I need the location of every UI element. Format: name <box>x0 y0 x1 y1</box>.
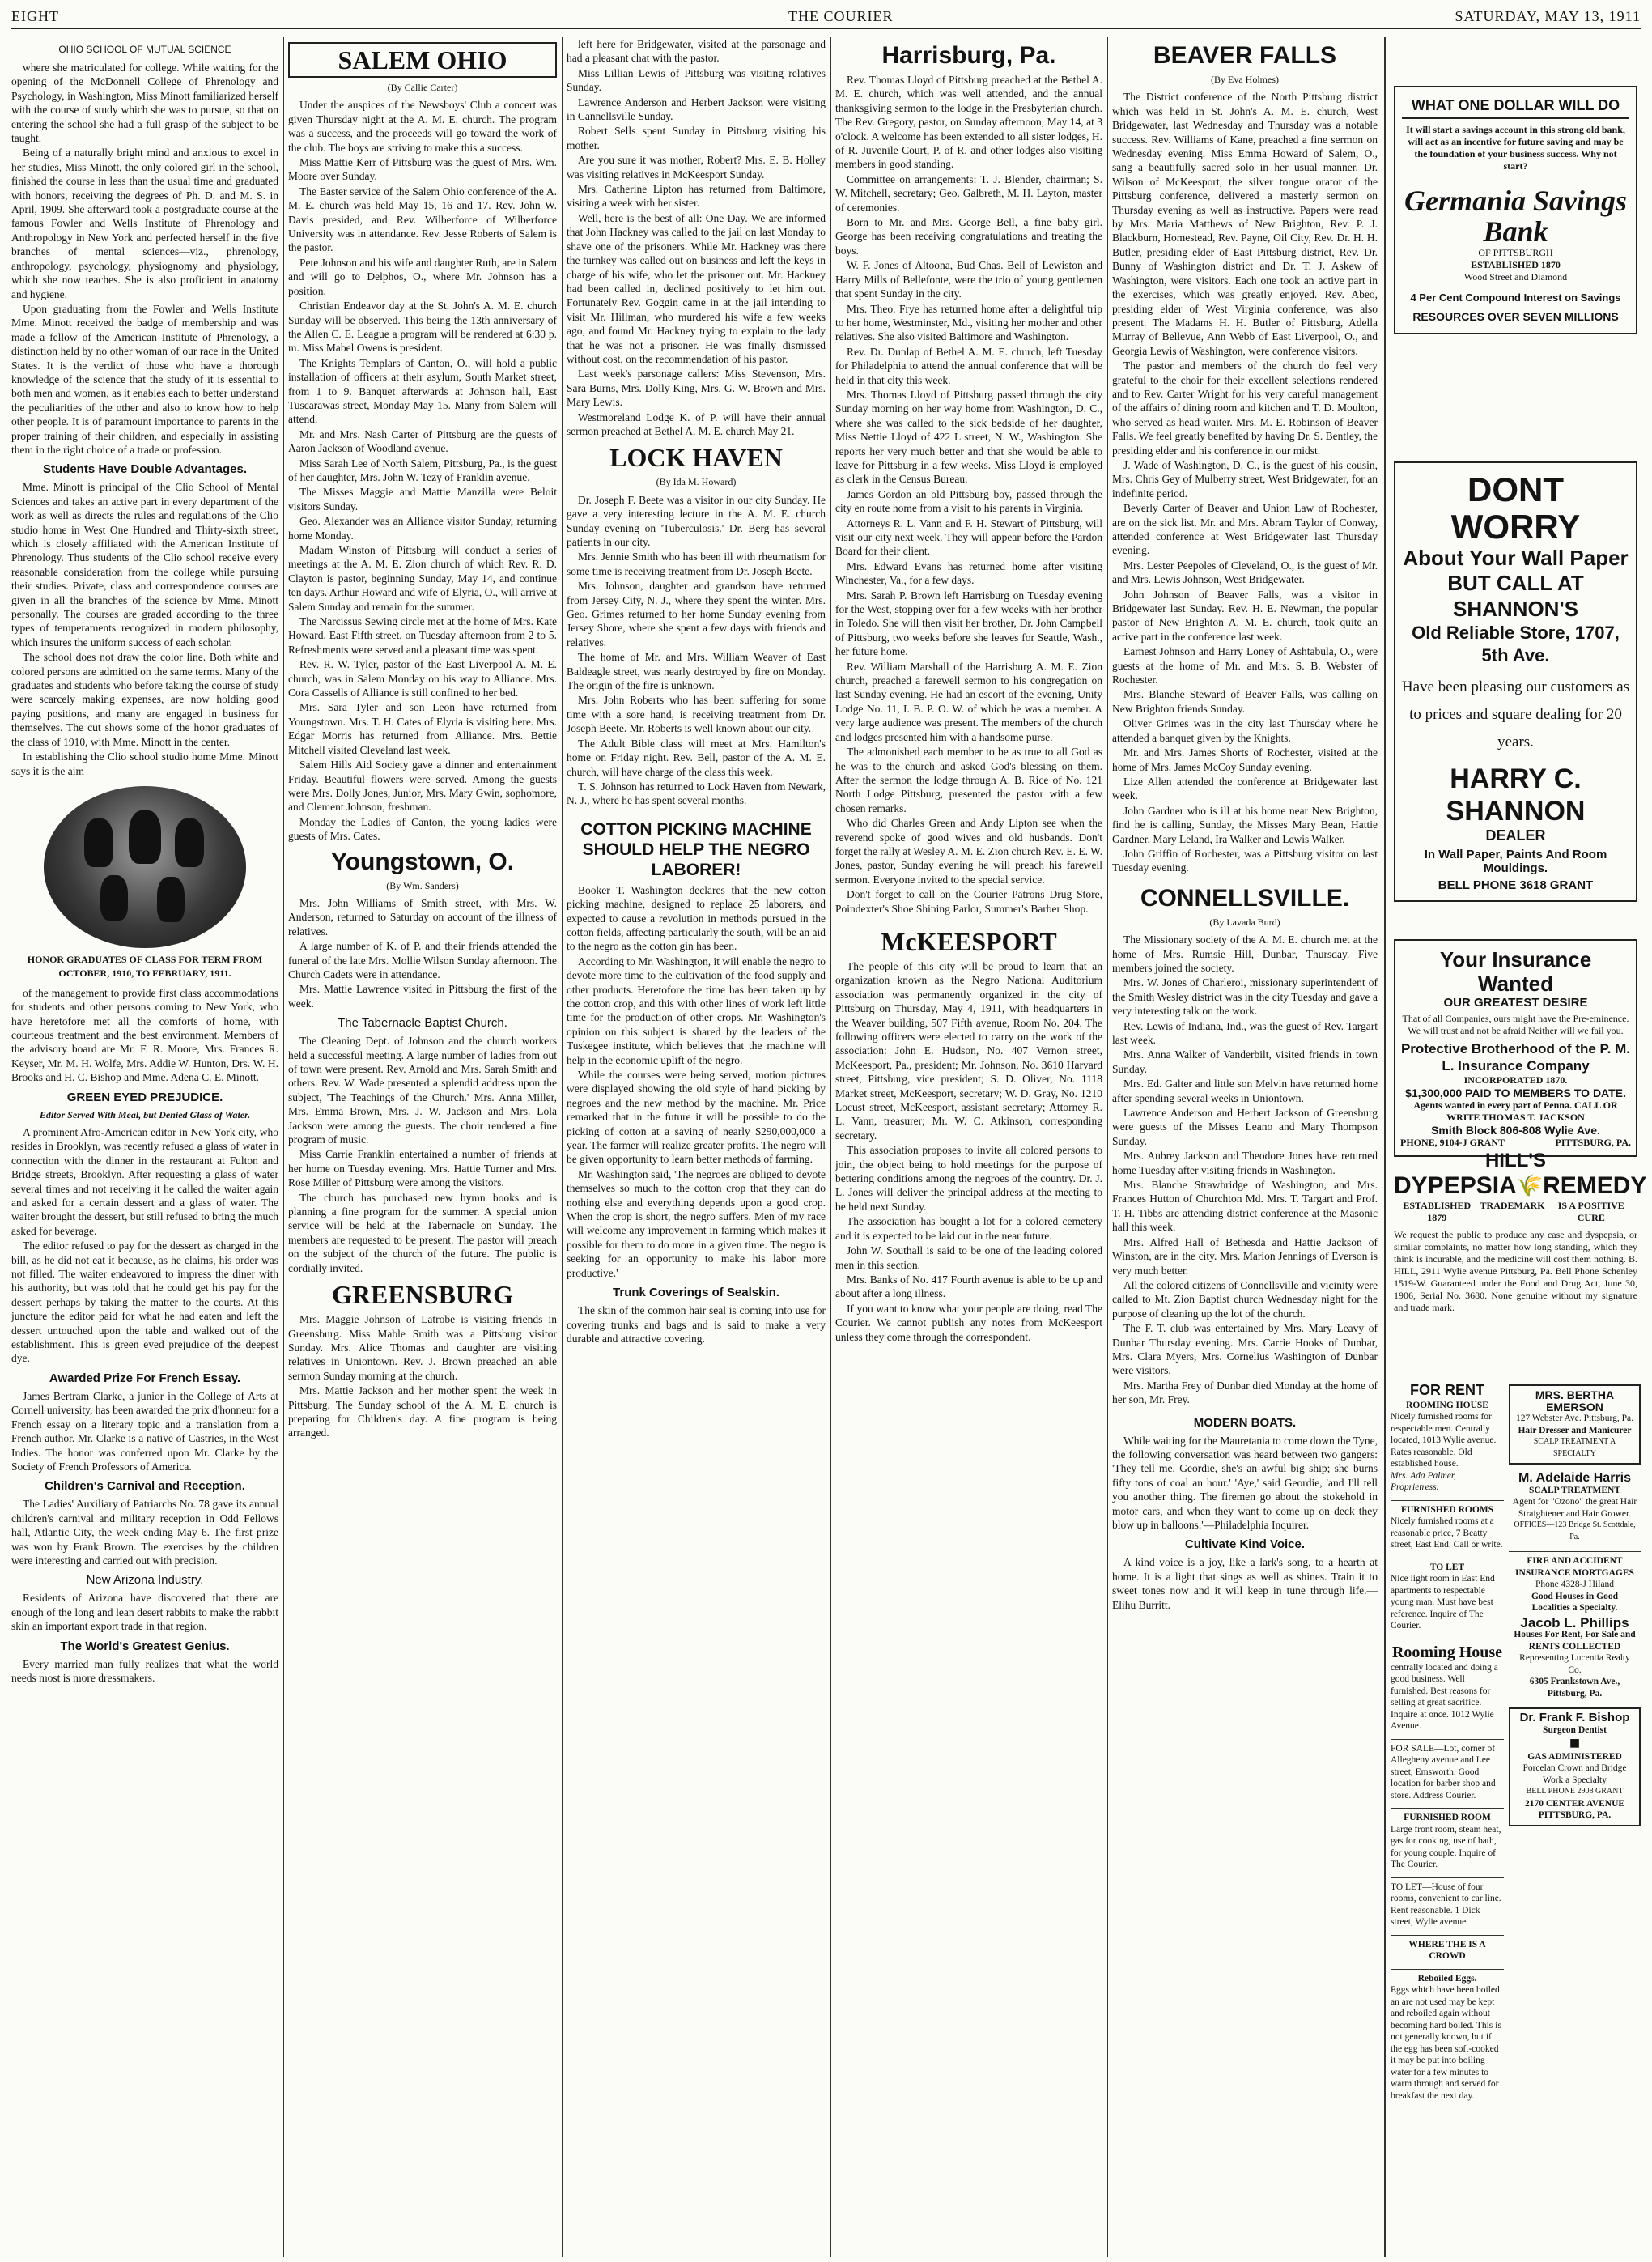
article-heading: Harrisburg, Pa. <box>881 42 1056 69</box>
dealer-goods: In Wall Paper, Paints And Room Mouldings. <box>1424 848 1607 875</box>
company-name: Protective Brotherhood of the P. M. L. Insurance Company <box>1400 1041 1631 1074</box>
ad-text: Have been pleasing our customers as to prices and square dealing for 20 years. <box>1401 678 1630 750</box>
article-heading: Cultivate Kind Voice. <box>1184 1537 1306 1552</box>
article-paragraph: According to Mr. Washington, it will enable the negro to devote more time to the cultivation of the food supply and other products. Heretofore the time has been taken up by the cotton crop, and this with other lines of work left little time for the production of other crops. Mr. Washington's opinion on this subject is shared by the leaders of the Tuskegee institute, which believes that the machine will help in the economic uplift of the negro. <box>567 955 826 1066</box>
masthead-bar <box>11 5 1641 29</box>
article-paragraph: Well, here is the best of all: One Day. We are informed that John Hackney was called to the jail on last Monday to shave one of the prisoners. While Mr. Hackney was there the turnkey was called out on business and left the keys in charge of his wife, who let the prisoner out. Mr. Hackney had been called in, declined positively to let him out. Fortunately Rev. Goggin came in at the jail intending to visit Mr. Hillman, who murdered his wife a few weeks ago, and found Mr. Hackney trying to explain to the lady that he was not a prisoner. He was finally dismissed without cost, on the recommendation of his pastor. <box>567 211 826 365</box>
article-paragraph: Don't forget to call on the Courier Patrons Drug Store, Poindexter's Shoe Shining Parlor, Summer's Barber Shop. <box>835 888 1102 915</box>
ad-headline: BUT CALL AT SHANNON'S <box>1447 571 1584 621</box>
bank-established: ESTABLISHED 1870 <box>1471 259 1561 270</box>
business-cards <box>1509 1384 1641 2257</box>
article-paragraph: John Gardner who is ill at his home near New Brighton, find he is calling, Sunday, the Misses Mary Bean, Hattie Gardner, Mary Leland, Ira Walker and Lewis Walker. <box>1112 804 1378 845</box>
article-heading: The World's Greatest Genius. <box>60 1639 230 1653</box>
article-paragraph: Beverly Carter of Beaver and Union Law of Rochester, are on the sick list. Mr. and Mrs. Abram Taylor of Conway, attended conference at West Bridgewater last Thursday evening. <box>1112 502 1378 557</box>
classified-text: FOR SALE—Lot, corner of Allegheny avenue and Lee street, Emsworth. Good location for barber shop and store. Address Courier. <box>1391 1739 1504 1802</box>
card-name: Dr. Frank F. Bishop <box>1519 1711 1630 1724</box>
article-paragraph: Attorneys R. L. Vann and F. H. Stewart of Pittsburg, will visit our city next week. They will appear before the Pardon Board for their client. <box>835 517 1102 558</box>
classified-title: FURNISHED ROOM <box>1391 1808 1504 1824</box>
article-paragraph: Mrs. Martha Frey of Dunbar died Monday at the home of her son, Mr. Frey. <box>1112 1379 1378 1406</box>
byline: (By Ida M. Howard) <box>656 476 737 488</box>
article-paragraph: Last week's parsonage callers: Miss Stevenson, Mrs. Sara Burns, Mrs. Dolly King, Mrs. G. W. Brown and Mrs. Mary Lewis. <box>567 368 826 409</box>
classified-heading: FOR RENT <box>1410 1384 1484 1398</box>
article-paragraph: Under the auspices of the Newsboys' Club a concert was given Thursday night at the A. M. E. church. The program was a success, and the proceeds will go toward the work of the club. The boys are striving to make this a success. <box>288 99 557 154</box>
article-paragraph: left here for Bridgewater, visited at the parsonage and had a pleasant chat with the pastor. <box>567 38 826 65</box>
article-heading: LOCK HAVEN <box>609 443 783 473</box>
card-address: 127 Webster Ave. Pittsburg, Pa. <box>1515 1414 1634 1423</box>
dentist-card <box>1509 1707 1641 1826</box>
article-paragraph: Oliver Grimes was in the city last Thursday where he attended a banquet given by the Knights. <box>1112 717 1378 744</box>
article-paragraph: Robert Sells spent Sunday in Pittsburg visiting his mother. <box>567 125 826 151</box>
article-paragraph: Residents of Arizona have discovered that there are enough of the long and lean desert rabbits to make the rabbit skin an important export trade in that region. <box>11 1592 278 1633</box>
article-paragraph: Mrs. Sara Tyler and son Leon have returned from Youngstown. Mrs. T. H. Cates of Elyria is visiting here. Mrs. Edgar Morris has returned from Alliance. Mrs. Bettie Mitchell visited Cleveland last week. <box>288 701 557 756</box>
ad-title: WHAT ONE DOLLAR WILL DO <box>1402 97 1629 119</box>
article-paragraph: Mrs. Aubrey Jackson and Theodore Jones have returned home Tuesday after visiting friends in Washington. <box>1112 1150 1378 1176</box>
ad-mark: MARK <box>1514 1200 1545 1211</box>
card-service: GAS ADMINISTERED <box>1527 1751 1622 1762</box>
article-heading: GREEN EYED PREJUDICE. <box>66 1090 223 1104</box>
article-paragraph: Mrs. Mattie Lawrence visited in Pittsburg the first of the week. <box>288 983 557 1010</box>
graduates-photo <box>44 786 246 948</box>
tooth-icon: ■ <box>1569 1733 1581 1753</box>
article-paragraph: Earnest Johnson and Harry Loney of Ashtabula, O., were guests at the home of Mr. and Mrs. S. B. Webster of Rochester. <box>1112 645 1378 687</box>
article-paragraph: Mrs. Alfred Hall of Bethesda and Hattie Jackson of Winston, are in the city. Mrs. Marion Jennings of Everson is very much better. <box>1112 1235 1378 1277</box>
column-rule <box>1107 37 1108 2257</box>
article-paragraph: James Gordon an old Pittsburg boy, passed through the city en route home from a visit to his parents in Virginia. <box>835 487 1102 515</box>
column-5 <box>1112 37 1378 2257</box>
article-heading: BEAVER FALLS <box>1153 42 1337 69</box>
article-paragraph: T. S. Johnson has returned to Lock Haven from Newark, N. J., where he has spent several months. <box>567 780 826 807</box>
article-paragraph: The Misses Maggie and Mattie Manzilla were Beloit visitors Sunday. <box>288 486 557 512</box>
article-heading: COTTON PICKING MACHINE SHOULD HELP THE NEGRO LABORER! <box>580 819 812 879</box>
remedy-advertisement <box>1391 1150 1647 1314</box>
real-estate-card <box>1509 1551 1641 1703</box>
article-paragraph: Mme. Minott is principal of the Clio School of Mental Sciences and takes an active part in every department of the work as well as directs the rules and regulations of the Clio studio home in West One Hundred and Thirty-sixth street, which is closely affiliated with the American Institute of Phrenology. Thus students of the Clio school receive every reasonable consideration from the college while pursuing their studies. Private, class and correspondence courses are given in all the branches of the science by Mme. Minott personally. The courses are graded according to the three types of temperaments recognized in modern philosophy, which insures the uniform success of each scholar. <box>11 481 278 648</box>
company-incorporated: INCORPORATED 1870. <box>1463 1074 1568 1086</box>
ad-headline: Old Reliable Store, 1707, 5th Ave. <box>1412 623 1620 665</box>
bank-address: Wood Street and Diamond <box>1463 271 1568 283</box>
card-trade: SCALP TREATMENT <box>1528 1485 1620 1495</box>
article-paragraph: Christian Endeavor day at the St. John's A. M. E. church Sunday will be observed. This being the 13th anniversary of the Allen C. E. League a program will be rendered at 6:30 p. m. Miss Mabel Owens is president. <box>288 300 557 355</box>
article-paragraph: John W. Southall is said to be one of the leading colored men in this section. <box>835 1244 1102 1271</box>
article-paragraph: Rev. R. W. Tyler, pastor of the East Liverpool A. M. E. church, was in Salem Monday on his way to Alliance. Mrs. Cora Cassells of Alliance is still confined to her bed. <box>288 658 557 699</box>
article-paragraph: John Johnson of Beaver Falls, was a visitor in Bridgewater last Sunday. Rev. H. E. Newman, the popular pastor of New Brighton A. M. E. church, took quite an active part in the conference last week. <box>1112 588 1378 643</box>
article-heading: Reboiled Eggs. <box>1391 1969 1504 1985</box>
article-paragraph: All the colored citizens of Connellsville and vicinity were called to Mt. Zion Baptist church Wednesday night for the purpose of cleaning up the lot of the church. <box>1112 1278 1378 1320</box>
card-name: M. Adelaide Harris <box>1518 1471 1631 1485</box>
article-paragraph: Being of a naturally bright mind and anxious to excel in her studies, Miss Minott, the only colored girl in the school, finished the course in less than the usual time and graduated with honors, receiving the degrees of Ph. D. and M. S. in April, 1909. She afterward took a postgraduate course at the famous Fowler and Wells Institute of Phrenology and Anthropology in New York and perfected herself in the five branches of mental sciences—viz., phrenology, anthropology, psychology, physiognomy and physiology, which she now teaches. She is also proficient in anatomy and hygiene. <box>11 147 278 300</box>
classified-text: Mrs. Ada Palmer, Proprietress. <box>1391 1470 1456 1492</box>
ad-headline: DONT WORRY <box>1450 470 1581 546</box>
article-paragraph: Committee on arrangements: T. J. Blender, chairman; S. W. Mitchell, secretary; Geo. Galbreth, M. H. Layton, master of ceremonies. <box>835 172 1102 214</box>
column-2 <box>288 37 557 2257</box>
article-paragraph: The Cleaning Dept. of Johnson and the church workers held a successful meeting. A large number of ladies from out of town were present. Rev. Arnold and Mrs. Sarah Smith and others. Rev. W. Wade presented a splendid address upon the subject, 'The Teachings of the Church.' Mrs. Anna Miller, Mrs. Emma Brown, Mrs. J. W. Jackson and Mrs. Lola Jackson were among the guests. The choir rendered a fine program of music. <box>288 1035 557 1146</box>
bank-interest: 4 Per Cent Compound Interest on Savings <box>1410 291 1621 304</box>
article-heading: Children's Carnival and Reception. <box>45 1479 245 1494</box>
column-rule <box>1384 37 1386 2257</box>
article-paragraph: Mrs. Sarah P. Brown left Harrisburg on Tuesday evening for the West, stopping over for a few weeks with her brother in Toledo. She will then visit her brother, Dr. John Campbell of Pittsburg, two weeks before she leaves for Seattle, Wash., her future home. <box>835 589 1102 658</box>
article-paragraph: A kind voice is a joy, like a lark's song, to a hearth at home. It is a light that sings as well as shines. Train it to sweet tones now and it will keep in tune through life.—Elihu Burritt. <box>1112 1556 1378 1611</box>
article-paragraph: Lawrence Anderson and Herbert Jackson were visiting in Cannellsville Sunday. <box>567 96 826 123</box>
article-paragraph: Mrs. Johnson, daughter and grandson have returned from Jersey City, N. J., where they spent the winter. Mrs. Geo. Grimes returned to her home Sunday evening from Jersey Shore, where she spent a few days with friends and relatives. <box>567 580 826 648</box>
ad-subheadline: OUR GREATEST DESIRE <box>1443 996 1588 1010</box>
card-address: 6305 Frankstown Ave., Pittsburg, Pa. <box>1529 1677 1620 1699</box>
company-city: PITTSBURG, PA. <box>1555 1137 1631 1148</box>
article-paragraph: Rev. Thomas Lloyd of Pittsburg preached at the Bethel A. M. E. church, which was well attended, and the annual thanksgiving sermon to the lodge in the Presbyterian church. The Rev. Gregory, pastor, on Sunday afternoon, May 14, at 3 o'clock. A welcome has been extended to all sister lodges, H. of R. Juvenile Court, P. of R. and other lodges also visiting members in good standing. <box>835 74 1102 171</box>
column-rule <box>283 37 284 2257</box>
article-paragraph: where she matriculated for college. While waiting for the opening of the McDonnell College of Phrenology and Psychology, in Washington, Miss Minott familiarized herself with the course of study which she was to pursue, so that on entering the school she had a full grasp of the subject to be taught. <box>11 62 278 145</box>
company-agents: Agents wanted in every part of Penna. CALL OR WRITE THOMAS T. JACKSON <box>1413 1099 1618 1123</box>
article-paragraph: While the courses were being served, motion pictures were displayed showing the old style of hand picking by negroes and the new method by the machine. Mr. Price remarked that in the future it will be possible to do the picking of cotton at a saving of nearly $290,000,000 a year. The farmer will realize greater profits. The negro will be given opportunity to learn better methods of farming. <box>567 1069 826 1166</box>
classified-title: FURNISHED ROOMS <box>1391 1500 1504 1516</box>
article-paragraph: A prominent Afro-American editor in New York city, who resides in Brooklyn, was recently refused a glass of water in connection with the dinner in the restaurant at Fulton and Bridge streets, Brooklyn. After requesting a glass of water several times and not receiving it he called the waiter again and asked for a certain dessert and a glass of water. The waiter brought the dessert, but still refused to bring the much asked for beverage. <box>11 1125 278 1237</box>
article-paragraph: Mrs. Anna Walker of Vanderbilt, visited friends in town Sunday. <box>1112 1048 1378 1075</box>
ad-trade: TRADE <box>1480 1200 1514 1211</box>
article-paragraph: Pete Johnson and his wife and daughter Ruth, are in Salem and will go to Delphos, O., where Mr. Johnson has a position. <box>288 256 557 297</box>
wheat-sheaf-icon: 🌾 <box>1516 1174 1544 1197</box>
card-office: OFFICES—123 Bridge St. Scottdale, Pa. <box>1514 1520 1636 1541</box>
classified-text: Large front room, steam heat, gas for cooking, use of bath, for young couple. Inquire of The Courier. <box>1391 1824 1501 1869</box>
article-subheading: Students Have Double Advantages. <box>43 462 247 477</box>
article-paragraph: Mrs. W. Jones of Charleroi, missionary superintendent of the Smith Wesley district was in the city Tuesday and gave a very interesting talk on the work. <box>1112 976 1378 1018</box>
article-paragraph: Madam Winston of Pittsburg will conduct a series of meetings at the A. M. E. Zion church of which Rev. R. D. Clayton is pastor, beginning Sunday, May 14, and continue ten days. Arthur Howard and wife of Elyria, O., will arrive at Salem Sunday and remain for the summer. <box>288 544 557 613</box>
article-paragraph: Are you sure it was mother, Robert? Mrs. E. B. Holley was visiting relatives in McKeesport Sunday. <box>567 154 826 181</box>
classified-text: Nicely furnished rooms for respectable men. Centrally located, 1013 Wylie avenue. Rates reasonable. Old established house. <box>1391 1412 1497 1469</box>
article-heading: McKEESPORT <box>881 926 1057 956</box>
card-service: Porcelan Crown and Bridge Work a Specialty <box>1522 1763 1627 1785</box>
article-paragraph: The school does not draw the color line. Both white and colored persons are admitted on the same terms. Many of the graduates and students who before taking the course of study were scarcely making expenses, are now holding good paying positions, and many are engaged in business for themselves. The cut shows some of the honor graduates of the class of 1910, with Mme. Minott in the center. <box>11 651 278 748</box>
issue-date: SATURDAY, MAY 13, 1911 <box>1455 8 1641 24</box>
classified-title: WHERE THE IS A CROWD <box>1391 1935 1504 1962</box>
article-paragraph: Mrs. Edward Evans has returned home after visiting Winchester, Va., for a few days. <box>835 559 1102 587</box>
bank-city: OF PITTSBURGH <box>1478 247 1553 258</box>
classifieds <box>1391 1384 1504 2257</box>
article-paragraph: Booker T. Washington declares that the new cotton picking machine, designed to replace 25 laborers, and expected to cause a revolution in methods pursued in the cotton fields, affecting particularly the south, will be an aid to the negro as the cotton gin has been. <box>567 883 826 953</box>
dealer-phone: BELL PHONE 3618 GRANT <box>1438 878 1594 892</box>
article-paragraph: The pastor and members of the church do feel very grateful to the choir for their excellent selections rendered and to Rev. Carter Wright for his very careful management of the affairs of dining room and kitchen and T. D. Moulton, who served as head waiter. Mrs. M. E. Robinson of Beaver Falls. We feel greatly benefited by having Dr. S. Bentley, the presiding elder and his conference in our midst. <box>1112 359 1378 457</box>
article-heading: Trunk Coverings of Sealskin. <box>613 1286 779 1300</box>
column-rule <box>562 37 563 2257</box>
column-4 <box>835 37 1102 2257</box>
byline: (By Wm. Sanders) <box>386 879 459 891</box>
article-paragraph: The home of Mr. and Mrs. William Weaver of East Baldeagle street, was nearly destroyed by fire on Monday. The origin of the fire is unknown. <box>567 651 826 692</box>
classified-text: Nicely furnished rooms at a reasonable price, 7 Beatty street, East End. Call or write. <box>1391 1516 1503 1550</box>
card-text: Good Houses in Good Localities a Specialty. <box>1531 1591 1619 1613</box>
company-block: Smith Block 806-808 Wylie Ave. <box>1431 1124 1600 1137</box>
article-heading: Awarded Prize For French Essay. <box>49 1371 241 1385</box>
company-phone: PHONE, 9104-J GRANT <box>1400 1137 1505 1148</box>
article-paragraph: The admonished each member to be as true to all God as he was to the church and asked God's blessing on them. After the sermon the lodge through A. B. Rice of No. 121 North Lodge Pittsburg, presented the pastor with a few chosen remarks. <box>835 746 1102 814</box>
card-name: MRS. BERTHA EMERSON <box>1535 1388 1615 1414</box>
photo-caption: HONOR GRADUATES OF CLASS FOR TERM FROM OCTOBER, 1910, TO FEBRUARY, 1911. <box>27 953 263 980</box>
article-heading: Youngstown, O. <box>330 848 515 875</box>
ad-text: We request the public to produce any case and dyspepsia, or similar complaints, no matter how long standing, which they think is incurable, and the medicine will cost them nothing. B. HILL, 2911 Wylie avenue Pittsburg, Pa. Bell Phone Schenley 1519-W. Guaranteed under the Food and Drug Act, June 30, 1906, Serial No. 3680. None genuine without my signature and trade mark. <box>1394 1229 1637 1313</box>
column-rule <box>830 37 831 2257</box>
bank-name: Germania Savings Bank <box>1404 185 1628 248</box>
ad-headline: REMEDY <box>1543 1172 1647 1199</box>
article-paragraph: Mrs. Thomas Lloyd of Pittsburg passed through the city Sunday morning on her way home from Washington, D. C., where she was called to the sick bedside of her daughter, Miss Nettie Lloyd of 422 L street, N. W., Washington. She reports her very much better and that she would be able to leave for Pittsburg in a few weeks. Miss Lloyd is employed as clerk in the Census Bureau. <box>835 388 1102 486</box>
article-paragraph: While waiting for the Mauretania to come down the Tyne, the following conversation was heard between two gangers: 'They tell me, Geordie, she's an awful big ship; she burns fifty tons of coal an hour.' 'Aye,' said Geordie, 'and I'll tell you another thing. The firemen go about the stokehold in motor cars, and when they want to come up on deck they blow up in balloons.'—Philadelphia Inquirer. <box>1112 1434 1378 1531</box>
article-paragraph: Mrs. Maggie Johnson of Latrobe is visiting friends in Greensburg. Miss Mable Smith was a Pittsburg visitor Sunday. Mrs. Alice Thomas and daughter are visiting relatives in Uniontown. Rev. J. Brown preached an able sermon Sunday morning at the church. <box>288 1313 557 1382</box>
company-paid: $1,300,000 PAID TO MEMBERS TO DATE. <box>1405 1086 1626 1099</box>
card-specialty: SCALP TREATMENT A SPECIALTY <box>1533 1437 1616 1458</box>
page-number: EIGHT <box>11 8 59 24</box>
article-paragraph: Mrs. Jennie Smith who has been ill with rheumatism for some time is receiving treatment from Dr. Joseph Beete. <box>567 551 826 577</box>
classified-text: TO LET—House of four rooms, convenient to car line. Rent reasonable. 1 Dick street, Wylie avenue. <box>1391 1877 1504 1928</box>
article-paragraph: Eggs which have been boiled an are not used may be kept and reboiled again without becoming hard boiled. This is not generally known, but if the egg has been soft-cooked it may be put into boiling water for a few minutes to warm through and served for breakfast the next day. <box>1391 1985 1501 2101</box>
article-paragraph: of the management to provide first class accommodations for students and other persons coming to New York, who have heretofore met all the comforts of home, with courteous treatment and the best environment. Members of the advisory board are Mr. F. R. Moore, Mrs. Frances R. Keyser, Mr. M. H. Wolfe, Mrs. Addie W. Hunton, Drs. W. H. Brooks and H. C. Bishop and Mme. Adena C. E. Minott. <box>11 986 278 1084</box>
column-3 <box>567 37 826 2257</box>
bank-resources: RESOURCES OVER SEVEN MILLIONS <box>1412 310 1619 323</box>
article-paragraph: Miss Lillian Lewis of Pittsburg was visiting relatives Sunday. <box>567 66 826 94</box>
card-name: Jacob L. Phillips <box>1520 1614 1629 1631</box>
article-paragraph: Mrs. Banks of No. 417 Fourth avenue is able to be up and about after a long illness. <box>835 1273 1102 1300</box>
ad-text: It will start a savings account in this strong old bank, will act as an incentive for future saving and may be the foundation of your business success. Why not start? <box>1406 124 1625 172</box>
byline: (By Eva Holmes) <box>1211 74 1279 85</box>
article-paragraph: Who did Charles Green and Andy Lipton see when the reverend spoke of good wives and old husbands. Don't forget the rally at Wesley A. M. E. Zion church Rev. E. E. W. Jones, pastor, Sunday evening he will preach his farewell sermon. Everyone invited to the special service. <box>835 817 1102 886</box>
ad-headline: About Your Wall Paper <box>1403 546 1629 570</box>
article-paragraph: Every married man fully realizes that what the world needs most is more dressmakers. <box>11 1657 278 1684</box>
article-paragraph: Lawrence Anderson and Herbert Jackson of Greensburg were guests of the Misses Leano and Mary Thompson Sunday. <box>1112 1107 1378 1147</box>
insurance-advertisement <box>1391 939 1641 1157</box>
ad-established: ESTABLISHED 1879 <box>1403 1200 1472 1223</box>
classified-text: Nice light room in East End apartments to respectable young man. Must have best reference. Inquire of The Courier. <box>1391 1574 1495 1631</box>
article-paragraph: Mrs. Catherine Lipton has returned from Baltimore, visiting a week with her sister. <box>567 183 826 210</box>
article-subheading: The Tabernacle Baptist Church. <box>338 1016 507 1031</box>
article-heading: GREENSBURG <box>331 1280 514 1310</box>
article-paragraph: A large number of K. of P. and their friends attended the funeral of the late Mrs. Mollie Wilson Sunday afternoon. The Church Cadets were in attendance. <box>288 940 557 980</box>
byline: (By Lavada Burd) <box>1209 916 1280 928</box>
article-paragraph: The Knights Templars of Canton, O., will hold a public installation of officers at their asylum, South Market street, from 1 to 9. Banquet afterwards at Johnson hall, East Tuscarawas street, Monday May 15. Many from Salem will attend. <box>288 356 557 426</box>
card-text: Agent for "Ozono" the great Hair Straightener and Hair Grower. <box>1512 1497 1637 1519</box>
column-1 <box>11 37 278 2257</box>
wallpaper-advertisement <box>1391 461 1641 902</box>
article-paragraph: Rev. Dr. Dunlap of Bethel A. M. E. church, left Tuesday for Philadelphia to attend the annual conference that will be held in that city this week. <box>835 345 1102 386</box>
article-paragraph: Mr. and Mrs. James Shorts of Rochester, visited at the home of Mrs. James McCoy Sunday evening. <box>1112 746 1378 773</box>
article-paragraph: Mrs. John Williams of Smith street, with Mrs. W. Anderson, returned to Saturday on account of the illness of relatives. <box>288 896 557 938</box>
card-heading: FIRE AND ACCIDENT INSURANCE MORTGAGES <box>1515 1556 1634 1578</box>
article-subheading: Editor Served With Meal, but Denied Glass of Water. <box>39 1108 251 1120</box>
article-paragraph: Mrs. Mattie Jackson and her mother spent the week in Pittsburg. The Sunday school of the A. M. E. church is preparing for Children's day. A fine program is being arranged. <box>288 1384 557 1439</box>
paper-name: THE COURIER <box>788 8 894 24</box>
article-paragraph: The association has bought a lot for a colored cemetery and it is expected to be laid out in the near future. <box>835 1215 1102 1242</box>
article-paragraph: Miss Sarah Lee of North Salem, Pittsburg, Pa., is the guest of her daughter, Mrs. John W. Tezy of Franklin avenue. <box>288 457 557 483</box>
dealer-name: HARRY C. SHANNON <box>1446 763 1586 827</box>
article-paragraph: John Griffin of Rochester, was a Pittsburg visitor on last Tuesday evening. <box>1112 847 1378 874</box>
classified-title: TO LET <box>1391 1558 1504 1574</box>
article-paragraph: Born to Mr. and Mrs. George Bell, a fine baby girl. George has been receiving congratulations and treating the boys. <box>835 216 1102 257</box>
article-paragraph: The District conference of the North Pittsburg district which was held in St. John's A. M. E. church, West Bridgewater, last Wednesday and Thursday was a notable success. Rev. Williams of Kane, preached a fine sermon on Wednesday evening. Miss Emma Howard of Salem, O., sang a beautifully sacred solo in her usual manner. Dr. Wilson of McKeesport, the silver tongue orator of the Pittsburg conference, delivered a masterly sermon on Thursday evening as well as instructive. Papers were read by Mrs. Maria Matthews of New Brighton, Rev. P. J. Blackburn, Homestead, Rev. Payne, Oil City, Rev. Dr. H. H. Butler, presiding elder of East Pittsburg district, Rev. Dr. Bunny of Washington district and Dr. T. J. Askew of Washington, were visitors. Each one took an active part in the exercises, which was greatly enjoyed. Rev. Abeo, presiding elder of West Virginia conference, was also present. The Madams H. H. Butler of Pittsburg, Adella Murray of Bellevue, Ann Webb of East Liverpool, O., and Georgia Lewis of Washington, were conference visitors. <box>1112 91 1378 357</box>
card-title: Surgeon Dentist <box>1543 1724 1607 1735</box>
article-paragraph: Mrs. Theo. Frye has returned home after a delightful trip to her home, Westminster, Md., visiting her mother and other relatives. She also visited Baltimore and Washington. <box>835 302 1102 343</box>
ad-cure: IS A POSITIVE CURE <box>1557 1200 1624 1223</box>
article-paragraph: The church has purchased new hymn books and is planning a fine program for the summer. A special union service will be held at the Tabernacle on Sunday. The members are requested to be present. The pastor will preach on the subject of the church of the future. The public is cordially invited. <box>288 1191 557 1274</box>
article-paragraph: In establishing the Clio school studio home Mme. Minott says it is the aim <box>11 750 278 777</box>
article-paragraph: The F. T. club was entertained by Mrs. Mary Leavy of Dunbar Thursday evening. Mrs. Carrie Hooks of Dunbar, Mrs. Clara Myers, Mrs. Cornelius Washington of Dunbar were visitors. <box>1112 1322 1378 1377</box>
article-paragraph: Lize Allen attended the conference at Bridgewater last week. <box>1112 775 1378 802</box>
classified-title: ROOMING HOUSE <box>1406 1400 1488 1410</box>
hairdresser-card <box>1509 1384 1641 1465</box>
article-heading: OHIO SCHOOL OF MUTUAL SCIENCE <box>58 44 231 55</box>
article-paragraph: The skin of the common hair seal is coming into use for covering trunks and bags and is said to make a very durable and attractive covering. <box>567 1304 826 1345</box>
article-paragraph: Monday the Ladies of Canton, the young ladies were guests of Mrs. Cates. <box>288 815 557 843</box>
article-paragraph: Rev. Lewis of Indiana, Ind., was the guest of Rev. Targart last week. <box>1112 1019 1378 1046</box>
article-paragraph: The Adult Bible class will meet at Mrs. Hamilton's home on Friday night. Rev. Bell, pastor of the A. M. E. church, will have charge of the class this week. <box>567 737 826 778</box>
ad-headline: DYPEPSIA <box>1394 1172 1517 1199</box>
article-paragraph: W. F. Jones of Altoona, Bud Chas. Bell of Lewiston and Harry Mills of Bellefonte, were the trio of young gentlemen that spent Sunday in the city. <box>835 259 1102 300</box>
article-paragraph: Miss Carrie Franklin entertained a number of friends at her home on Tuesday evening. Mrs. Hattie Turner and Mrs. Rose Miller of Pittsburg were among the visitors. <box>288 1148 557 1189</box>
article-paragraph: Mrs. Blanche Steward of Beaver Falls, was calling on New Brighton friends Sunday. <box>1112 688 1378 715</box>
card-phone: BELL PHONE 2908 GRANT <box>1526 1787 1624 1796</box>
ad-text: That of all Companies, ours might have the Pre-eminence. We will trust and not be afraid Neither will we fail you. <box>1402 1013 1629 1036</box>
bank-advertisement <box>1394 86 1637 334</box>
article-paragraph: The Narcissus Sewing circle met at the home of Mrs. Kate Howard. East Fifth street, on Tuesday afternoon from 2 to 5. Refreshments were served and a pleasant time was spent. <box>288 615 557 656</box>
article-paragraph: Mrs. Lester Peepoles of Cleveland, O., is the guest of Mr. and Mrs. Lewis Johnson, West Bridgewater. <box>1112 559 1378 586</box>
article-paragraph: Mrs. Ed. Galter and little son Melvin have returned home after spending several weeks in Uniontown. <box>1112 1078 1378 1104</box>
dealer-label: DEALER <box>1485 827 1546 844</box>
article-heading: New Arizona Industry. <box>86 1573 204 1588</box>
article-paragraph: J. Wade of Washington, D. C., is the guest of his cousin, Mrs. Chris Gey of Mulberry street, West Bridgewater, for an indefinite period. <box>1112 458 1378 500</box>
article-paragraph: The editor refused to pay for the dessert as charged in the bill, as he did not eat it because, as he claims, his order was not filled. The waiter endeavored to impress the diner with his authority, but was told that he could get his pay for the dessert perhaps by taking the matter to the courts. At this juncture the editor paid for what he had eaten and left the dessert untouched upon the table and walked out of the establishment. This is green eyed prejudice of the deepest dye. <box>11 1239 278 1365</box>
article-paragraph: James Bertram Clarke, a junior in the College of Arts at Cornell university, has been awarded the prix d'honneur for a French essay on a literary topic and a translation from a French author. Mr. Clarke is a native of Castries, in the West Indies. The honor was conferred upon Mr. Clarke by the Society of French Professors of America. <box>11 1389 278 1473</box>
card-trade: Hair Dresser and Manicurer <box>1518 1425 1632 1435</box>
article-paragraph: Dr. Joseph F. Beete was a visitor in our city Sunday. He gave a very interesting lecture in the A. M. E. church Sunday evening on 'Tuberculosis.' Dr. Berg has several patients in our city. <box>567 493 826 548</box>
ad-brand: HILL'S <box>1484 1150 1547 1171</box>
article-heading: CONNELLSVILLE. <box>1140 884 1350 912</box>
article-paragraph: Salem Hills Aid Society gave a dinner and entertainment Friday. Beautiful flowers were served. Among the guests were Mrs. Dolly Jones, Junior, Mrs. Mary Gwin, sophomore, and Clement Johnson, freshman. <box>288 759 557 814</box>
byline: (By Callie Carter) <box>387 82 458 93</box>
article-paragraph: Geo. Alexander was an Alliance visitor Sunday, returning home Monday. <box>288 515 557 542</box>
article-paragraph: The Easter service of the Salem Ohio conference of the A. M. E. church was held May 15, 16 and 17. Rev. John W. Davis presided, and Rev. Wilberforce of Wilberforce University was in attendance. Rev. Jesse Roberts of Salem is the pastor. <box>288 185 557 254</box>
ad-headline: Your Insurance Wanted <box>1439 947 1592 996</box>
classified-title: Rooming House <box>1391 1639 1504 1662</box>
card-phone: Phone 4328-J Hiland <box>1535 1580 1615 1589</box>
card-text: Houses For Rent, For Sale and RENTS COLLECTED <box>1514 1630 1636 1652</box>
article-paragraph: The Missionary society of the A. M. E. church met at the home of Mrs. Rumsie Hill, Dunbar, Thursday. Five members joined the society. <box>1112 933 1378 974</box>
article-paragraph: Mr. and Mrs. Nash Carter of Pittsburg are the guests of Aaron Jackson of Woodland avenue. <box>288 427 557 455</box>
article-paragraph: Rev. William Marshall of the Harrisburg A. M. E. Zion church, preached a farewell sermon to his congregation on last Sunday evening. He had an escort of the evening, Unity Lodge No. 11, I. B. P. O. W. of which he was a member. A very large audience was present. The members of the church and lodges presented him with a handsome purse. <box>835 660 1102 743</box>
article-paragraph: Upon graduating from the Fowler and Wells Institute Mme. Minott received the badge of membership and was made a fellow of the American Institute of Phrenology, a distinction held by no other woman of our race in the United States. It is the verdict of those who have a thorough knowledge of the science that the study of it is essential to both men and women, as it enables each to better understand the peculiarities of the other and also to know how to help other people. It is of paramount importance to parents in the proper training of their children, and especially in assisting them in the right choice of a trade or profession. <box>11 302 278 456</box>
article-paragraph: Mrs. Blanche Strawbridge of Washington, and Mrs. Frances Hutton of Churchton Md. Mrs. T. Targart and Prof. T. H. Tibbs are attending district conference at the Masonic hall this week. <box>1112 1179 1378 1234</box>
article-paragraph: Miss Mattie Kerr of Pittsburg was the guest of Mrs. Wm. Moore over Sunday. <box>288 156 557 183</box>
article-heading: MODERN BOATS. <box>1193 1415 1297 1430</box>
article-paragraph: Mrs. John Roberts who has been suffering for some time with a sore hand, is receiving treatment from Dr. Joseph Beete. Mr. Roberts is well known about our city. <box>567 694 826 735</box>
article-paragraph: Mr. Washington said, 'The negroes are obliged to devote themselves so much to the cotton crop that they can do nothing else and everything depends upon a good crop. When the crop is short, the negro suffers. Men of my race will welcome any improvement in farming which makes it possible for them to do more in a given time. The negro is seeking for an opportunity to make his labor more productive.' <box>567 1167 826 1279</box>
article-paragraph: Westmoreland Lodge K. of P. will have their annual sermon preached at Bethel A. M. E. church May 21. <box>567 410 826 437</box>
classified-text: centrally located and doing a good business. Well furnished. Best reasons for selling at great sacrifice. Inquire at once. 1012 Wylie Avenue. <box>1391 1662 1498 1731</box>
card-rep: Representing Lucentia Realty Co. <box>1519 1653 1630 1675</box>
card-address: 2170 CENTER AVENUE PITTSBURG, PA. <box>1524 1798 1625 1820</box>
article-paragraph: If you want to know what your people are doing, read The Courier. We cannot publish any notes from McKeesport unless they come through the correspondent. <box>835 1302 1102 1343</box>
scalp-treatment-card <box>1509 1469 1641 1546</box>
article-paragraph: This association proposes to invite all colored persons to join, the object being to hold meetings for the purpose of bettering conditions among the negroes of the country. Dr. J. L. Jones will deliver the principal address at the meeting to be held next Sunday. <box>835 1144 1102 1213</box>
article-paragraph: The Ladies' Auxiliary of Patriarchs No. 78 gave its annual children's carnival and military reception in Odd Fellows hall, Atlantic City, the week ending May 6. The first prize was won by Frank Brown. The exercises by the children were interesting and carried out with precision. <box>11 1498 278 1567</box>
article-heading: SALEM OHIO <box>288 42 557 78</box>
article-paragraph: The people of this city will be proud to learn that an organization known as the Negro National Auditorium association was permanently organized in the city of Pittsburg on Thursday, May 4, 1911, with headquarters in the Weaver building, 507 Fifth avenue, Room No. 204. The following officers were elected to carry on the work of the association: John E. Hudson, No. 407 Vernon street, McKeesport, Pa., president; Mr. Johnson, No. 3610 Harvard street, Pittsburg, vice president; S. D. Oliver, No. 1118 Market street, McKeesport, secretary; W. D. Gray, No. 1210 Locust street, McKeesport, assistant secretary; Attorney R. L. Vann, treasurer; Mr. W. C. Atkinson, corresponding secretary. <box>835 959 1102 1142</box>
